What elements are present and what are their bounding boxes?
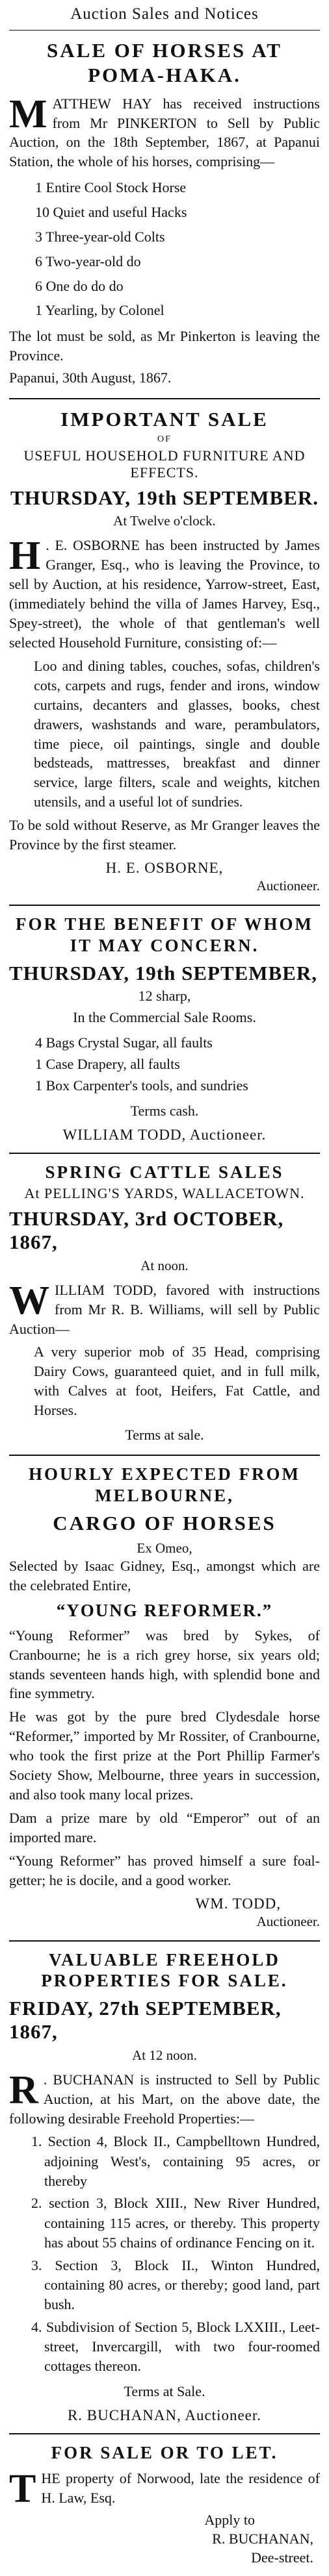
ad-date: FRIDAY, 27th SEPTEMBER, 1867, [9, 1997, 282, 2044]
apply-label: Apply to [204, 2512, 255, 2529]
item-list [9, 1032, 320, 1096]
ad-freehold-sale [9, 1942, 320, 2434]
ad-details: A very superior mob of 35 Head, comprising Dairy Cows, guaranteed quiet, and in full milk, with Calves at foot, Heifers, Fat Cattle, and Horses. [34, 1344, 320, 1419]
drop-cap: H [9, 534, 41, 579]
auctioneer-title: Auctioneer. [256, 1913, 320, 1929]
ad-body: MATTHEW HAY has received instructions from Mr PINKERTON to Sell by Public Auction, on the 18th September, 1867, at Papanui Station, the whole of his horses, comprising— [9, 92, 320, 170]
horse-name: “YOUNG REFORMER.” [56, 1600, 273, 1620]
ad-date: THURSDAY, 19th SEPTEMBER, [9, 961, 318, 984]
drop-cap: R [9, 2068, 38, 2112]
ad-body: WILLIAM TODD, favored with instructions from Mr R. B. Williams, will sell by Public Auction— [9, 1278, 320, 1337]
list-item: 1 Yearling, by Colonel [35, 302, 164, 319]
list-item: 3. Section 3, Block II., Winton Hundred, containing 80 acres, or thereby; good land, part bush. [31, 2257, 320, 2313]
ad-terms: Terms at sale. [125, 1427, 204, 1444]
ad-body: “Young Reformer” was bred by Sykes, of Cranbourne; he is a rich grey horse, six years old; stands seventeen hands high, with splendid bone and fine symmetry. [9, 1627, 320, 1702]
ad-place: In the Commercial Sale Rooms. [73, 1008, 256, 1025]
ad-title: FOR THE BENEFIT OF WHOM IT MAY CONCERN. [15, 914, 314, 955]
drop-cap: T [9, 2466, 36, 2511]
ad-selected: Selected by Isaac Gidney, Esq., amongst which are the celebrated Entire, [9, 1557, 320, 1594]
ad-time: At noon. [140, 1257, 189, 1273]
list-item: 6 Two-year-old do [35, 253, 141, 269]
ad-subtitle: USEFUL HOUSEHOLD FURNITURE AND EFFECTS. [23, 447, 306, 481]
ad-title: FOR SALE OR TO LET. [51, 2442, 278, 2462]
ad-dateline: Papanui, 30th August, 1867. [9, 369, 172, 386]
ad-furniture-sale [9, 399, 320, 906]
list-item: 3 Three-year-old Colts [35, 228, 165, 245]
ad-horse-cargo [9, 1456, 320, 1941]
apply-name: R. BUCHANAN, [212, 2531, 313, 2547]
ad-ship: Ex Omeo, [137, 1540, 192, 1556]
ad-benefit-sale [9, 906, 320, 1154]
ad-subtitle: At PELLING'S YARDS, WALLACETOWN. [24, 1185, 305, 1202]
apply-street: Dee-street. [251, 2549, 313, 2566]
drop-cap: W [9, 1278, 49, 1323]
auctioneer-name: WM. TODD, [195, 1895, 281, 1912]
ad-note: To be sold without Reserve, as Mr Granger leaves the Province by the first steamer. [9, 817, 320, 853]
ad-terms: Terms cash. [130, 1102, 199, 1119]
ad-time: At Twelve o'clock. [113, 513, 216, 529]
list-item: 1. Section 4, Block II., Campbelltown Hundred, adjoining West's, containing 95 acres, or thereby [31, 2133, 320, 2190]
ad-headline: CARGO OF HORSES [53, 1511, 276, 1534]
ad-body: He was got by the pure bred Clydesdale horse “Reformer,” imported by Mr Rossiter, of Cranbourne, who took the first prize at the Port Phillip Farmer's Society Show, Melbourne, three years in succession, and also took many local prizes. [9, 1708, 320, 1803]
list-item: 1 Entire Cool Stock Horse [35, 179, 187, 196]
ad-body: H . E. OSBORNE has been instructed by James Granger, Esq., who is leaving the Province, to sell by Auction, at his residence, Yarrow-street, East, (immediately behind the villa of James Harvey, Esq., Spey-street), the whole of that gentleman's well selected Household Furniture, consisting of:— [9, 534, 320, 651]
drop-cap: M [9, 92, 47, 136]
ad-title: VALUABLE FREEHOLD PROPERTIES FOR SALE. [41, 1949, 288, 1991]
ad-title: IMPORTANT SALE [60, 408, 269, 431]
list-item: 4 Bags Crystal Sugar, all faults [35, 1034, 213, 1051]
apply-block [9, 2511, 320, 2567]
list-item: 1 Case Drapery, all faults [35, 1055, 180, 1072]
masthead: Auction Sales and Notices [9, 0, 320, 31]
ad-cattle-sale [9, 1154, 320, 1457]
ad-date: THURSDAY, 3rd OCTOBER, 1867, [9, 1207, 284, 1254]
ad-norwood-property [9, 2434, 320, 2576]
ad-horse-sale [9, 31, 320, 399]
property-list [9, 2132, 320, 2376]
ad-body: “Young Reformer” has proved himself a sure foal-getter; he is docile, and a good worker. [9, 1852, 320, 1888]
ad-title: SALE OF HORSES AT POMA-HAKA. [47, 39, 282, 86]
ad-of: OF [157, 434, 172, 444]
list-item: 10 Quiet and useful Hacks [35, 204, 187, 221]
list-item: 2. section 3, Block XIII., New River Hundred, containing 115 acres, or thereby. This property has about 55 chains of ordinance Fencing on it. [31, 2195, 320, 2251]
list-item: 4. Subdivision of Section 5, Block LXXIII., Leet-street, Invercargill, with two four-roomed cottages thereon. [31, 2318, 320, 2375]
item-list [9, 175, 320, 323]
list-item: 1 Box Carpenter's tools, and sundries [35, 1077, 248, 1094]
ad-body: THE property of Norwood, late the residence of H. Law, Esq. [9, 2466, 320, 2511]
list-item: 6 One do do do [35, 277, 124, 294]
ad-body: Dam a prize mare by old “Emperor” out of an imported mare. [9, 1809, 320, 1845]
ad-time: At 12 noon. [132, 2047, 197, 2063]
ad-title: SPRING CATTLE SALES [45, 1162, 284, 1182]
auctioneer-name: H. E. OSBORNE, [105, 859, 224, 876]
ad-date: THURSDAY, 19th SEPTEMBER. [10, 486, 319, 509]
ad-title: HOURLY EXPECTED FROM MELBOURNE, [28, 1464, 301, 1505]
auctioneer-name: WILLIAM TODD, Auctioneer. [62, 1126, 267, 1143]
ad-note: The lot must be sold, as Mr Pinkerton is leaving the Province. [9, 328, 320, 364]
ad-body: R . BUCHANAN is instructed to Sell by Public Auction, at his Mart, on the above date, the following desirable Freehold Properties:— [9, 2068, 320, 2127]
auctioneer-title: Auctioneer. [256, 877, 320, 894]
ad-details: Loo and dining tables, couches, sofas, children's cots, carpets and rugs, fender and irons, window curtains, decanters and glasses, books, chest drawers, washstands and ware, perambulators, time piece, oil paintings, single and double bedsteads, mattresses, breakfast and dinner service, large filters, scale and weights, kitchen utensils, and a useful lot of sundries. [34, 657, 320, 810]
ad-time: 12 sharp, [138, 987, 191, 1004]
ad-terms: Terms at Sale. [124, 2382, 205, 2399]
auctioneer-name: R. BUCHANAN, Auctioneer. [67, 2407, 262, 2423]
